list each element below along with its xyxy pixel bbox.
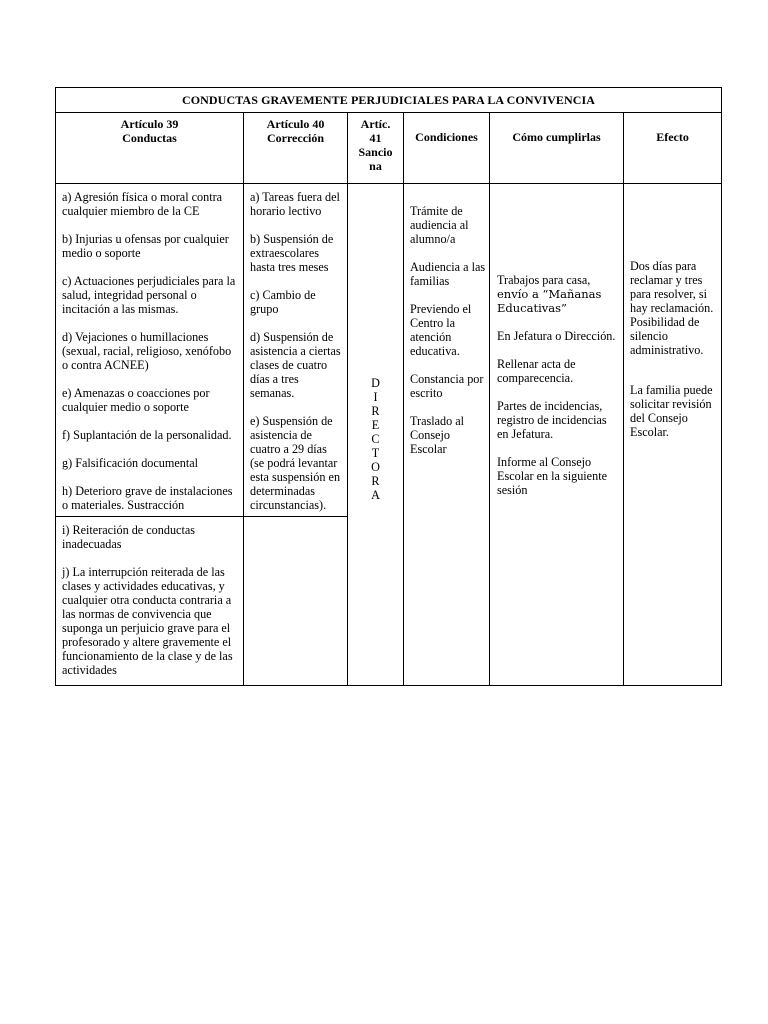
convivencia-table [55,87,722,686]
header-correccion-line2: Corrección [266,131,325,145]
header-como-cumplirlas [490,113,624,184]
correcciones-cell-empty [244,517,348,686]
conducta-f: f) Suplantación de la personalidad. [62,428,232,442]
como-item-3: Rellenar acta de comparecencia. [497,357,576,385]
sanciona-letter-9: A [371,488,380,502]
como-item-5: Informe al Consejo Escolar en la siguiente sesión [497,455,607,497]
header-correccion [244,113,348,184]
correccion-e: e) Suspensión de asistencia de cuatro a 29 días (se podrá levantar esta suspensión en determinadas circunstancias). [250,414,341,512]
header-conductas-line2: Conductas [122,131,177,145]
conductas-cell-top [56,184,244,517]
header-sanciona-line2: 41 [369,131,382,145]
header-sanciona-line4: na [369,159,382,173]
condicion-2: Audiencia a las familias [410,260,486,288]
como-item-1-line2: envío a “Mañanas Educativas” [497,287,602,315]
sanciona-letter-7: O [371,460,380,474]
sanciona-letter-2: I [373,390,378,404]
efecto-1: Dos días para reclamar y tres para resolver, si hay reclamación. Posibilidad de silencio administrativo. [630,259,714,357]
condicion-3: Previendo el Centro la atención educativa. [410,302,472,358]
header-conductas-line1: Artículo 39 [120,117,179,131]
conducta-e: e) Amenazas o coacciones por cualquier medio o soporte [62,386,210,414]
efecto-2: La familia puede solicitar revisión del Consejo Escolar. [630,383,713,439]
conducta-h: h) Deterioro grave de instalaciones o materiales. Sustracción [62,484,233,512]
condicion-4: Constancia por escrito [410,372,484,400]
sanciona-letter-5: C [371,432,380,446]
table-title: CONDUCTAS GRAVEMENTE PERJUDICIALES PARA LA CONVIVENCIA [56,88,722,113]
header-condiciones-label: Condiciones [415,130,478,144]
sanciona-cell [348,184,404,686]
correcciones-cell [244,184,348,517]
header-sanciona [348,113,404,184]
efecto-cell [624,184,722,686]
conducta-a: a) Agresión física o moral contra cualquier miembro de la CE [62,190,223,218]
correccion-b: b) Suspensión de extraescolares hasta tres meses [250,232,334,274]
header-conductas [56,113,244,184]
conducta-c: c) Actuaciones perjudiciales para la salud, integridad personal o incitación a las mismas. [62,274,236,316]
header-efecto [624,113,722,184]
como-cumplirlas-cell [490,184,624,686]
correccion-d: d) Suspensión de asistencia a ciertas clases de cuatro días a tres semanas. [250,330,341,400]
conducta-g: g) Falsificación documental [62,456,199,470]
condicion-1: Trámite de audiencia al alumno/a [410,204,469,246]
conductas-cell-bottom [56,517,244,686]
como-item-4: Partes de incidencias, registro de incidencias en Jefatura. [497,399,607,441]
sanciona-letter-3: R [371,404,380,418]
como-item-2: En Jefatura o Dirección. [497,329,616,343]
correccion-a: a) Tareas fuera del horario lectivo [250,190,340,218]
correccion-c: c) Cambio de grupo [250,288,316,316]
condiciones-cell [404,184,490,686]
conducta-i: i) Reiteración de conductas inadecuadas [62,523,195,551]
como-item-1-line1: Trabajos para casa, [497,273,591,287]
sanciona-letter-8: R [371,474,380,488]
header-correccion-line1: Artículo 40 [266,117,325,131]
header-como-cumplirlas-label: Cómo cumplirlas [512,130,601,144]
header-efecto-label: Efecto [656,130,689,144]
sanciona-letter-6: T [371,446,380,460]
header-sanciona-line1: Artíc. [360,117,391,131]
conducta-b: b) Injurias u ofensas por cualquier medio o soporte [62,232,229,260]
condicion-5: Traslado al Consejo Escolar [410,414,465,456]
sanciona-letter-1: D [371,376,380,390]
header-sanciona-line3: Sancio [358,145,393,159]
sanciona-letter-4: E [371,418,380,432]
header-condiciones [404,113,490,184]
conducta-d: d) Vejaciones o humillaciones (sexual, racial, religioso, xenófobo o contra ACNEE) [62,330,232,372]
conducta-j: j) La interrupción reiterada de las clases y actividades educativas, y cualquier otra conducta contraria a las normas de convivencia que suponga un perjuicio grave para el profesorado y altere gravemente el funcionamiento de la clase y de las actividades [62,565,233,677]
